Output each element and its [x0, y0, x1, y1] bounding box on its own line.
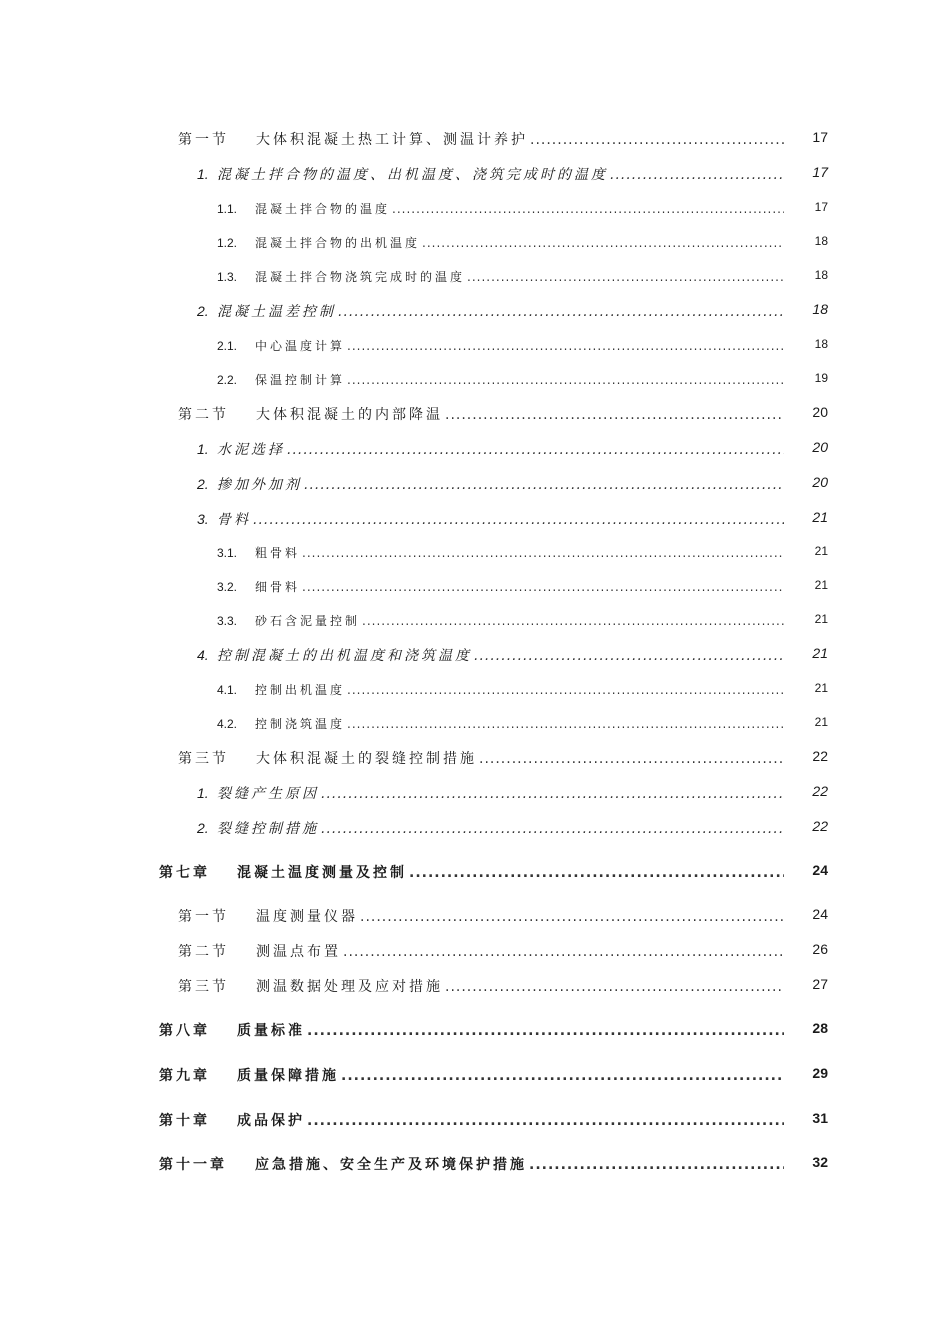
- page-number: 26: [812, 941, 828, 957]
- toc-entry-subitem[interactable]: [217, 234, 828, 251]
- dot-leader: [360, 909, 784, 925]
- toc-entry-item[interactable]: [197, 783, 828, 803]
- entry-number: 第二节: [178, 407, 229, 423]
- toc-entry-section[interactable]: [178, 748, 828, 768]
- entry-title: 混凝土温差控制: [217, 304, 336, 320]
- entry-title: 测温数据处理及应对措施: [256, 979, 443, 995]
- toc-entry-item[interactable]: [197, 301, 828, 321]
- dot-leader: [347, 339, 784, 353]
- toc-entry-chapter[interactable]: [159, 1065, 828, 1085]
- entry-number: 第十一章: [159, 1157, 227, 1173]
- entry-title: 控制出机温度: [255, 683, 346, 697]
- entry-number: 2.: [197, 820, 209, 836]
- dot-leader: [347, 683, 784, 697]
- dot-leader: [530, 132, 784, 148]
- toc-entry-chapter[interactable]: [159, 1154, 828, 1174]
- toc-entry-section[interactable]: [178, 976, 828, 996]
- page-number: 17: [814, 200, 828, 214]
- page-number: 18: [814, 234, 828, 248]
- dot-leader: [362, 614, 784, 628]
- dot-leader: [610, 167, 784, 183]
- toc-entry-subitem[interactable]: [217, 715, 828, 732]
- entry-number: 第十章: [159, 1113, 210, 1129]
- toc-entry-subitem[interactable]: [217, 612, 828, 629]
- toc-entry-section[interactable]: [178, 404, 828, 424]
- page-number: 17: [812, 129, 828, 145]
- dot-leader: [409, 865, 784, 881]
- page-number: 21: [814, 544, 828, 558]
- entry-title: 中心温度计算: [255, 339, 346, 353]
- dot-leader: [529, 1157, 784, 1173]
- entry-title: 应急措施、安全生产及环境保护措施: [255, 1157, 527, 1173]
- toc-entry-item[interactable]: [197, 439, 828, 459]
- dot-leader: [392, 202, 784, 216]
- entry-title: 混凝土温度测量及控制: [237, 865, 407, 881]
- dot-leader: [302, 546, 784, 560]
- entry-title: 混凝土拌合物的温度: [255, 202, 391, 216]
- page-number: 20: [812, 404, 828, 420]
- page-number: 31: [812, 1110, 828, 1126]
- entry-title: 掺加外加剂: [217, 477, 302, 493]
- dot-leader: [422, 236, 784, 250]
- entry-title: 保温控制计算: [255, 373, 346, 387]
- dot-leader: [445, 407, 784, 423]
- toc-entry-subitem[interactable]: [217, 337, 828, 354]
- entry-title: 质量标准: [237, 1023, 305, 1039]
- toc-entry-chapter[interactable]: [159, 862, 828, 882]
- page-number: 20: [812, 474, 828, 490]
- dot-leader: [474, 648, 784, 664]
- entry-title: 成品保护: [237, 1113, 305, 1129]
- toc-entry-subitem[interactable]: [217, 544, 828, 561]
- toc-entry-item[interactable]: [197, 509, 828, 529]
- entry-number: 2.1.: [217, 339, 238, 353]
- entry-title: 裂缝控制措施: [217, 821, 319, 837]
- dot-leader: [338, 304, 784, 320]
- page-number: 21: [812, 509, 828, 525]
- dot-leader: [343, 944, 784, 960]
- dot-leader: [479, 751, 784, 767]
- dot-leader: [253, 512, 784, 528]
- entry-title: 控制浇筑温度: [255, 717, 346, 731]
- toc-entry-section[interactable]: [178, 906, 828, 926]
- toc-entry-subitem[interactable]: [217, 268, 828, 285]
- entry-title: 混凝土拌合物的温度、出机温度、浇筑完成时的温度: [217, 167, 608, 183]
- entry-number: 1.: [197, 166, 209, 182]
- toc-entry-chapter[interactable]: [159, 1020, 828, 1040]
- entry-number: 第九章: [159, 1068, 210, 1084]
- toc-entry-item[interactable]: [197, 474, 828, 494]
- entry-number: 3.: [197, 511, 209, 527]
- dot-leader: [304, 477, 784, 493]
- entry-title: 大体积混凝土的裂缝控制措施: [256, 751, 477, 767]
- page-number: 24: [812, 862, 828, 878]
- entry-title: 温度测量仪器: [256, 909, 358, 925]
- toc-entry-chapter[interactable]: [159, 1110, 828, 1130]
- toc-entry-subitem[interactable]: [217, 371, 828, 388]
- dot-leader: [321, 786, 784, 802]
- entry-number: 3.1.: [217, 546, 238, 560]
- entry-number: 2.: [197, 303, 209, 319]
- toc-entry-item[interactable]: [197, 164, 828, 184]
- entry-number: 1.2.: [217, 236, 238, 250]
- page-number: 27: [812, 976, 828, 992]
- entry-number: 第七章: [159, 865, 210, 881]
- entry-number: 1.: [197, 441, 209, 457]
- entry-number: 第二节: [178, 944, 229, 960]
- page-number: 22: [812, 748, 828, 764]
- entry-title: 粗骨料: [255, 546, 301, 560]
- page-number: 18: [814, 337, 828, 351]
- entry-number: 1.3.: [217, 270, 238, 284]
- entry-number: 1.1.: [217, 202, 238, 216]
- page-number: 20: [812, 439, 828, 455]
- entry-number: 第三节: [178, 979, 229, 995]
- entry-title: 大体积混凝土热工计算、测温计养护: [256, 132, 528, 148]
- entry-number: 4.2.: [217, 717, 238, 731]
- dot-leader: [287, 442, 784, 458]
- toc-entry-item[interactable]: [197, 645, 828, 665]
- entry-title: 裂缝产生原因: [217, 786, 319, 802]
- toc-entry-section[interactable]: [178, 129, 828, 149]
- dot-leader: [341, 1068, 784, 1084]
- dot-leader: [307, 1113, 784, 1129]
- entry-title: 砂石含泥量控制: [255, 614, 361, 628]
- entry-number: 2.2.: [217, 373, 238, 387]
- page-number: 19: [814, 371, 828, 385]
- entry-number: 3.2.: [217, 580, 238, 594]
- page-number: 22: [812, 783, 828, 799]
- toc-entry-subitem[interactable]: [217, 681, 828, 698]
- entry-title: 细骨料: [255, 580, 301, 594]
- entry-title: 测温点布置: [256, 944, 341, 960]
- dot-leader: [347, 373, 784, 387]
- entry-number: 第三节: [178, 751, 229, 767]
- page-number: 32: [812, 1154, 828, 1170]
- page-number: 18: [814, 268, 828, 282]
- entry-title: 控制混凝土的出机温度和浇筑温度: [217, 648, 472, 664]
- entry-number: 第八章: [159, 1023, 210, 1039]
- page-number: 18: [812, 301, 828, 317]
- dot-leader: [445, 979, 784, 995]
- toc-entry-subitem[interactable]: [217, 200, 828, 217]
- page-number: 28: [812, 1020, 828, 1036]
- entry-number: 第一节: [178, 909, 229, 925]
- dot-leader: [307, 1023, 784, 1039]
- entry-number: 第一节: [178, 132, 229, 148]
- page-number: 21: [814, 715, 828, 729]
- entry-number: 3.3.: [217, 614, 238, 628]
- entry-title: 骨料: [217, 512, 251, 528]
- entry-title: 混凝土拌合物的出机温度: [255, 236, 421, 250]
- entry-title: 质量保障措施: [237, 1068, 339, 1084]
- entry-title: 大体积混凝土的内部降温: [256, 407, 443, 423]
- dot-leader: [347, 717, 784, 731]
- entry-number: 1.: [197, 785, 209, 801]
- entry-number: 2.: [197, 476, 209, 492]
- entry-title: 混凝土拌合物浇筑完成时的温度: [255, 270, 466, 284]
- entry-title: 水泥选择: [217, 442, 285, 458]
- toc-entry-item[interactable]: [197, 818, 828, 838]
- page-number: 21: [812, 645, 828, 661]
- page-number: 21: [814, 681, 828, 695]
- page-number: 21: [814, 612, 828, 626]
- page-number: 22: [812, 818, 828, 834]
- dot-leader: [302, 580, 784, 594]
- entry-number: 4.1.: [217, 683, 238, 697]
- toc-entry-subitem[interactable]: [217, 578, 828, 595]
- dot-leader: [321, 821, 784, 837]
- page-number: 17: [812, 164, 828, 180]
- dot-leader: [467, 270, 784, 284]
- toc-entry-section[interactable]: [178, 941, 828, 961]
- page-number: 24: [812, 906, 828, 922]
- page-number: 29: [812, 1065, 828, 1081]
- entry-number: 4.: [197, 647, 209, 663]
- page-number: 21: [814, 578, 828, 592]
